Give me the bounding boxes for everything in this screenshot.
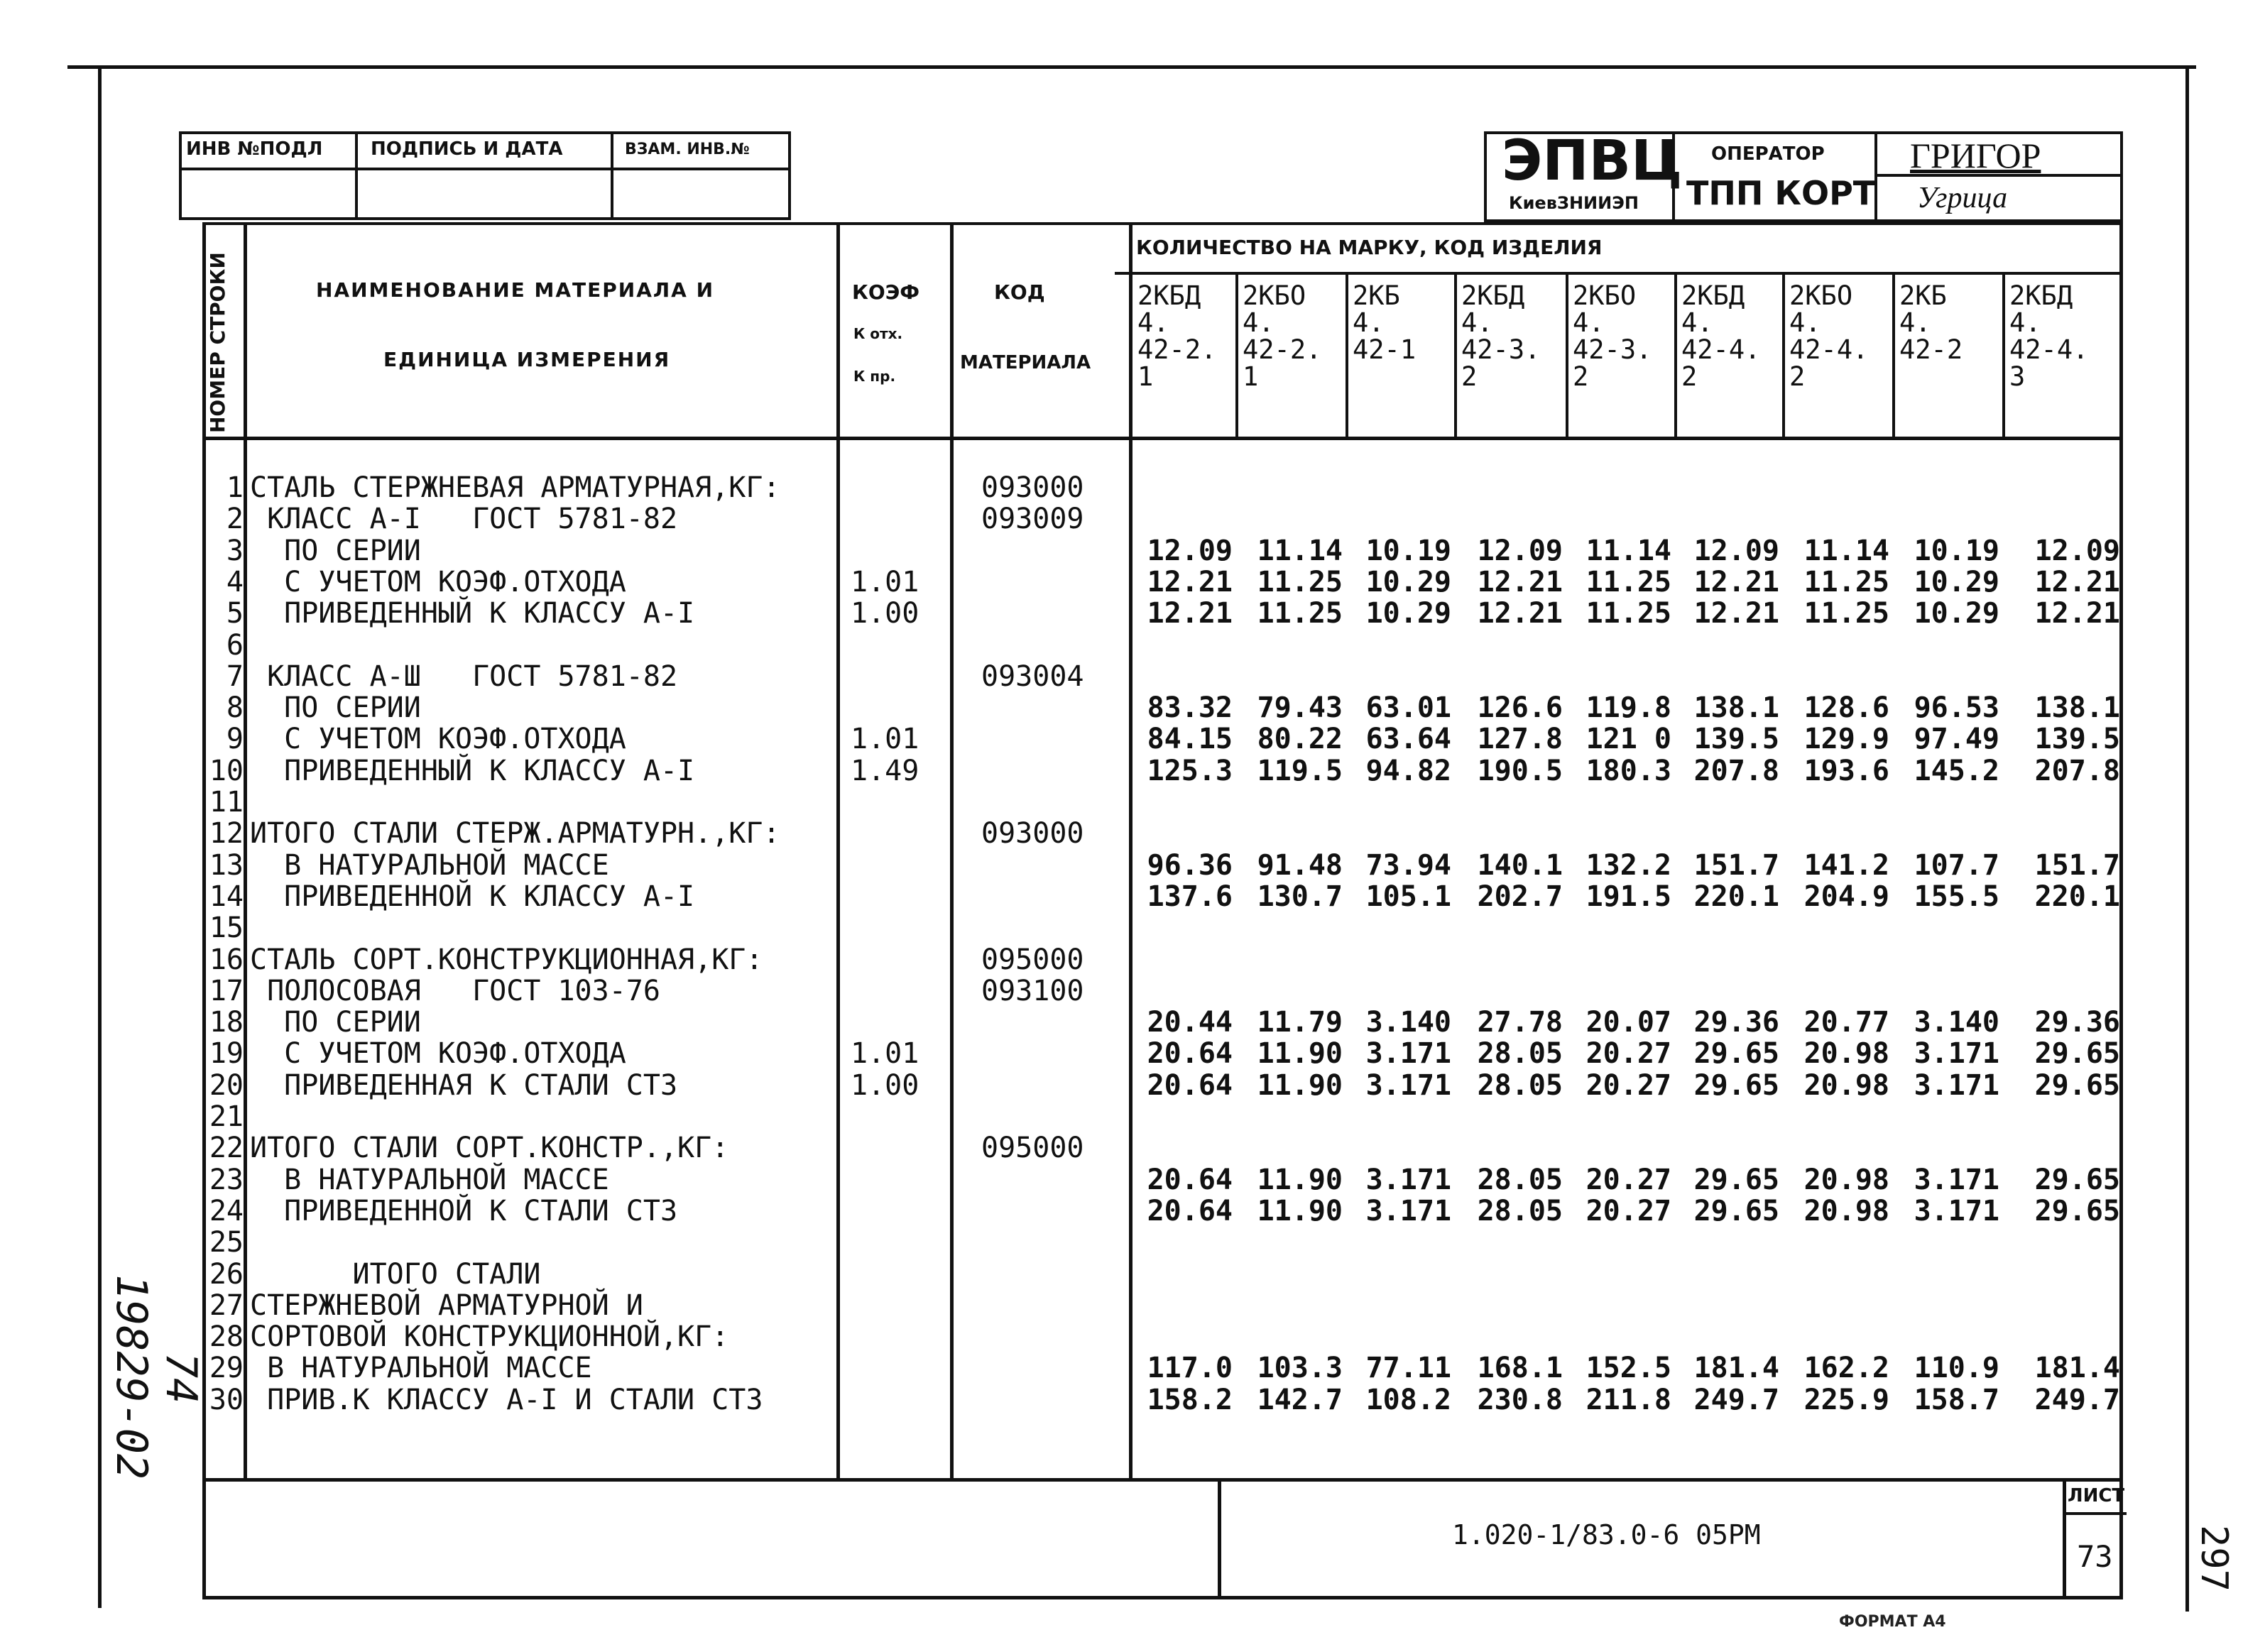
quantity-cell: 129.9: [1803, 723, 1889, 756]
quantity-cell: 190.5: [1477, 754, 1563, 787]
sheet-number: 73: [2077, 1539, 2113, 1574]
row-number: 24: [209, 1194, 244, 1227]
quantity-cell: 91.48: [1257, 848, 1343, 882]
quantity-cell: 211.8: [1586, 1383, 1671, 1416]
quantity-cell: 103.3: [1257, 1352, 1343, 1385]
side-page: 74: [156, 1352, 206, 1404]
header-row-number: НОМЕР СТРОКИ: [206, 252, 229, 433]
product-code-l3: 42-3.: [1461, 334, 1541, 365]
material-name: КЛАСС А-I ГОСТ 5781-82: [250, 503, 678, 536]
quantity-cell: 20.64: [1147, 1037, 1233, 1071]
quantity-cell: 29.65: [1693, 1163, 1779, 1196]
koef-value: 1.49: [851, 754, 919, 787]
product-code-l1: 2КБД: [1681, 280, 1745, 311]
quantity-cell: 193.6: [1803, 754, 1889, 787]
material-code: 093009: [981, 503, 1084, 536]
material-name: ПРИВЕДЕННОЙ К СТАЛИ СТ3: [250, 1194, 678, 1227]
header-bottom-line: [202, 437, 2123, 440]
outer-frame-left: [98, 67, 102, 1608]
stamp-divider-v2: [611, 131, 613, 220]
quantity-cell: 11.25: [1586, 597, 1671, 630]
material-name: ПО СЕРИИ: [250, 691, 421, 725]
quantity-cell: 20.77: [1803, 1006, 1889, 1039]
sheet-box-h: [2063, 1512, 2127, 1515]
quantity-cell: 27.78: [1477, 1006, 1563, 1039]
product-code-l3: 42-4.: [1789, 334, 1869, 365]
quantity-cell: 191.5: [1586, 880, 1671, 913]
quantity-cell: 11.90: [1257, 1163, 1343, 1196]
material-name: С УЧЕТОМ КОЭФ.ОТХОДА: [250, 723, 626, 756]
quantity-cell: 142.7: [1257, 1383, 1343, 1416]
quantity-cell: 80.22: [1257, 723, 1343, 756]
quantity-cell: 20.98: [1803, 1163, 1889, 1196]
material-code: 093100: [981, 974, 1084, 1007]
quantity-cell: 12.21: [2034, 597, 2120, 630]
quantity-cell: 204.9: [1803, 880, 1889, 913]
material-name: ИТОГО СТАЛИ: [250, 1257, 541, 1291]
row-number: 10: [209, 754, 244, 787]
material-name: В НАТУРАЛЬНОЙ МАССЕ: [250, 848, 609, 882]
quantity-cell: 11.90: [1257, 1194, 1343, 1227]
row-number: 19: [209, 1037, 244, 1071]
quantity-cell: 11.25: [1586, 565, 1671, 598]
product-code-l3: 42-4.: [1681, 334, 1761, 365]
quantity-cell: 152.5: [1586, 1352, 1671, 1385]
quantity-cell: 29.65: [1693, 1068, 1779, 1102]
product-code-l3: 42-3.: [1573, 334, 1652, 365]
material-name: ИТОГО СТАЛИ СТЕРЖ.АРМАТУРН.,КГ:: [250, 817, 780, 850]
quantity-cell: 11.25: [1803, 597, 1889, 630]
quantity-cell: 132.2: [1586, 848, 1671, 882]
quantity-cell: 20.27: [1586, 1037, 1671, 1071]
row-number: 17: [209, 974, 244, 1007]
quantity-cell: 11.90: [1257, 1037, 1343, 1071]
product-code-l2: 4.: [2009, 307, 2041, 338]
material-name: КЛАСС А-Ш ГОСТ 5781-82: [250, 660, 678, 693]
quantity-cell: 110.9: [1914, 1352, 1999, 1385]
quantity-cell: 125.3: [1147, 754, 1233, 787]
qty-col-divider: [1674, 273, 1677, 438]
quantity-cell: 29.65: [2034, 1163, 2120, 1196]
quantity-cell: 3.171: [1365, 1194, 1451, 1227]
header-code-line2: МАТЕРИАЛА: [960, 352, 1091, 373]
quantity-cell: 29.65: [2034, 1037, 2120, 1071]
quantity-cell: 20.98: [1803, 1037, 1889, 1071]
quantity-cell: 119.5: [1257, 754, 1343, 787]
quantity-cell: 230.8: [1477, 1383, 1563, 1416]
material-name: СТАЛЬ СОРТ.КОНСТРУКЦИОННАЯ,КГ:: [250, 943, 763, 976]
quantity-cell: 162.2: [1803, 1352, 1889, 1385]
quantity-cell: 128.6: [1803, 691, 1889, 725]
product-code-l1: 2КБО: [1789, 280, 1853, 311]
header-koef-line3: К пр.: [853, 368, 896, 385]
quantity-cell: 3.171: [1365, 1068, 1451, 1102]
quantity-cell: 96.53: [1914, 691, 1999, 725]
quantity-cell: 138.1: [1693, 691, 1779, 725]
row-number: 6: [226, 628, 244, 662]
quantity-cell: 96.36: [1147, 848, 1233, 882]
quantity-cell: 11.25: [1803, 565, 1889, 598]
operator-name: ГРИГОР: [1910, 136, 2041, 175]
quantity-cell: 158.7: [1914, 1383, 1999, 1416]
qty-col-divider: [1346, 273, 1348, 438]
product-code-l1: 2КБД: [1461, 280, 1525, 311]
quantity-cell: 3.171: [1914, 1037, 1999, 1071]
quantity-cell: 3.171: [1914, 1163, 1999, 1196]
quantity-cell: 20.27: [1586, 1163, 1671, 1196]
product-code-l1: 2КБО: [1243, 280, 1306, 311]
material-name: ПО СЕРИИ: [250, 534, 421, 567]
header-koef-line2: К отх.: [853, 325, 903, 342]
footer-divider-v: [1218, 1478, 1221, 1599]
material-code: 095000: [981, 943, 1084, 976]
quantity-cell: 11.90: [1257, 1068, 1343, 1102]
quantity-cell: 3.171: [1914, 1194, 1999, 1227]
material-name: ПРИВЕДЕННЫЙ К КЛАССУ А-I: [250, 597, 695, 630]
material-name: ПРИВЕДЕННЫЙ К КЛАССУ А-I: [250, 754, 695, 787]
row-number: 29: [209, 1352, 244, 1385]
quantity-cell: 168.1: [1477, 1352, 1563, 1385]
qty-col-divider: [1235, 273, 1238, 438]
product-code-l4: 1: [1243, 361, 1259, 392]
quantity-cell: 12.09: [1147, 534, 1233, 567]
quantity-cell: 73.94: [1365, 848, 1451, 882]
quantity-cell: 151.7: [2034, 848, 2120, 882]
quantity-cell: 180.3: [1586, 754, 1671, 787]
footer-top-line: [202, 1478, 2123, 1482]
koef-value: 1.00: [851, 597, 919, 630]
qty-col-divider: [1892, 273, 1895, 438]
material-name: С УЧЕТОМ КОЭФ.ОТХОДА: [250, 565, 626, 598]
product-code-l4: 2: [1573, 361, 1589, 392]
row-number: 4: [226, 565, 244, 598]
koef-value: 1.01: [851, 565, 919, 598]
material-name: В НАТУРАЛЬНОЙ МАССЕ: [250, 1163, 609, 1196]
quantity-cell: 139.5: [2034, 723, 2120, 756]
col-line-name: [836, 222, 840, 1481]
outer-frame-right: [2185, 67, 2189, 1612]
quantity-cell: 29.36: [1693, 1006, 1779, 1039]
material-name: В НАТУРАЛЬНОЙ МАССЕ: [250, 1352, 592, 1385]
quantity-cell: 94.82: [1365, 754, 1451, 787]
col-line-koef: [950, 222, 954, 1481]
koef-value: 1.01: [851, 723, 919, 756]
material-name: СТАЛЬ СТЕРЖНЕВАЯ АРМАТУРНАЯ,КГ:: [250, 471, 780, 504]
material-name: СОРТОВОЙ КОНСТРУКЦИОННОЙ,КГ:: [250, 1320, 729, 1354]
product-code-l1: 2КБО: [1573, 280, 1637, 311]
product-code-l2: 4.: [1461, 307, 1493, 338]
quantity-cell: 3.171: [1365, 1163, 1451, 1196]
stamp-divider-h: [179, 168, 791, 170]
row-number: 7: [226, 660, 244, 693]
quantity-cell: 207.8: [1693, 754, 1779, 787]
quantity-cell: 29.65: [1693, 1037, 1779, 1071]
material-code: 093000: [981, 471, 1084, 504]
product-code-l2: 4.: [1573, 307, 1605, 338]
product-code-l2: 4.: [1789, 307, 1821, 338]
row-number: 5: [226, 597, 244, 630]
right-edge-number: 297: [2193, 1525, 2235, 1592]
col-line-rownum: [244, 222, 247, 1481]
quantity-cell: 145.2: [1914, 754, 1999, 787]
quantity-cell: 20.27: [1586, 1194, 1671, 1227]
stamp-vzam-inv: ВЗАМ. ИНВ.№: [625, 141, 750, 158]
quantity-cell: 20.64: [1147, 1194, 1233, 1227]
stamp-inv-podl: ИНВ №ПОДЛ: [186, 138, 323, 160]
product-code-l3: 42-1: [1353, 334, 1417, 365]
header-code-line1: КОД: [994, 280, 1045, 304]
product-code-l1: 2КБД: [2009, 280, 2073, 311]
header-material-line1: НАИМЕНОВАНИЕ МАТЕРИАЛА И: [316, 278, 715, 302]
quantity-cell: 28.05: [1477, 1037, 1563, 1071]
quantity-cell: 11.79: [1257, 1006, 1343, 1039]
quantity-cell: 3.140: [1914, 1006, 1999, 1039]
product-code-l3: 42-4.: [2009, 334, 2089, 365]
row-number: 20: [209, 1068, 244, 1102]
quantity-cell: 20.64: [1147, 1163, 1233, 1196]
row-number: 3: [226, 534, 244, 567]
outer-frame-top: [67, 65, 2196, 69]
doc-code: 1.020-1/83.0-6 05РМ: [1452, 1519, 1761, 1550]
stamp-divider-v1: [355, 131, 358, 220]
side-number: 19829-02: [107, 1274, 156, 1479]
quantity-cell: 84.15: [1147, 723, 1233, 756]
row-number: 15: [209, 912, 244, 945]
row-number: 12: [209, 817, 244, 850]
product-code-l1: 2КБ: [1353, 280, 1400, 311]
product-code-l3: 42-2: [1899, 334, 1963, 365]
quantity-cell: 117.0: [1147, 1352, 1233, 1385]
header-material-line2: ЕДИНИЦА ИЗМЕРЕНИЯ: [383, 348, 671, 371]
quantity-cell: 63.01: [1365, 691, 1451, 725]
material-name: ПО СЕРИИ: [250, 1006, 421, 1039]
header-koef-line1: КОЭФ: [852, 280, 920, 304]
row-number: 25: [209, 1226, 244, 1259]
material-code: 095000: [981, 1132, 1084, 1165]
quantity-cell: 20.64: [1147, 1068, 1233, 1102]
quantity-cell: 12.21: [2034, 565, 2120, 598]
product-code-l2: 4.: [1353, 307, 1385, 338]
qty-col-divider: [1782, 273, 1785, 438]
quantity-cell: 139.5: [1693, 723, 1779, 756]
quantity-cell: 20.98: [1803, 1194, 1889, 1227]
product-code-l4: 3: [2009, 361, 2026, 392]
quantity-cell: 10.19: [1914, 534, 1999, 567]
quantity-cell: 12.21: [1693, 597, 1779, 630]
row-number: 23: [209, 1163, 244, 1196]
quantity-cell: 29.65: [1693, 1194, 1779, 1227]
quantity-cell: 97.49: [1914, 723, 1999, 756]
quantity-cell: 77.11: [1365, 1352, 1451, 1385]
quantity-cell: 12.09: [1693, 534, 1779, 567]
row-number: 1: [226, 471, 244, 504]
quantity-cell: 10.29: [1365, 565, 1451, 598]
row-number: 26: [209, 1257, 244, 1291]
quantity-cell: 155.5: [1914, 880, 1999, 913]
quantity-cell: 29.65: [2034, 1194, 2120, 1227]
org-sub: КиевЗНИИЭП: [1509, 193, 1639, 213]
product-code-l4: 2: [1461, 361, 1478, 392]
format-label: ФОРМАТ А4: [1839, 1613, 1946, 1631]
quantity-cell: 249.7: [1693, 1383, 1779, 1416]
material-code: 093000: [981, 817, 1084, 850]
quantity-cell: 12.09: [1477, 534, 1563, 567]
sheet-label: ЛИСТ: [2068, 1485, 2125, 1506]
quantity-cell: 3.171: [1365, 1037, 1451, 1071]
quantity-cell: 63.64: [1365, 723, 1451, 756]
koef-value: 1.01: [851, 1037, 919, 1071]
org-name: ЭПВЦ: [1502, 129, 1683, 193]
quantity-cell: 10.29: [1365, 597, 1451, 630]
quantity-cell: 121 0: [1586, 723, 1671, 756]
quantity-cell: 10.19: [1365, 534, 1451, 567]
header-qty: КОЛИЧЕСТВО НА МАРКУ, КОД ИЗДЕЛИЯ: [1136, 236, 1603, 259]
row-number: 22: [209, 1132, 244, 1165]
quantity-cell: 29.65: [2034, 1068, 2120, 1102]
quantity-cell: 28.05: [1477, 1163, 1563, 1196]
material-name: ИТОГО СТАЛИ СОРТ.КОНСТР.,КГ:: [250, 1132, 729, 1165]
quantity-cell: 11.14: [1257, 534, 1343, 567]
row-number: 14: [209, 880, 244, 913]
product-code-l2: 4.: [1137, 307, 1169, 338]
stamp-podpis-data: ПОДПИСЬ И ДАТА: [371, 138, 563, 160]
quantity-cell: 83.32: [1147, 691, 1233, 725]
quantity-cell: 20.44: [1147, 1006, 1233, 1039]
quantity-cell: 10.29: [1914, 597, 1999, 630]
row-number: 16: [209, 943, 244, 976]
quantity-cell: 29.36: [2034, 1006, 2120, 1039]
product-code-l1: 2КБД: [1137, 280, 1201, 311]
quantity-cell: 130.7: [1257, 880, 1343, 913]
quantity-cell: 12.21: [1477, 597, 1563, 630]
row-number: 27: [209, 1289, 244, 1322]
quantity-cell: 127.8: [1477, 723, 1563, 756]
row-number: 11: [209, 786, 244, 819]
quantity-cell: 20.98: [1803, 1068, 1889, 1102]
qty-header-line: [1115, 272, 2123, 275]
koef-value: 1.00: [851, 1068, 919, 1102]
product-code-l4: 1: [1137, 361, 1154, 392]
quantity-cell: 137.6: [1147, 880, 1233, 913]
material-name: ПРИВ.К КЛАССУ А-I И СТАЛИ СТ3: [250, 1383, 763, 1416]
row-number: 30: [209, 1383, 244, 1416]
quantity-cell: 79.43: [1257, 691, 1343, 725]
material-name: ПОЛОСОВАЯ ГОСТ 103-76: [250, 974, 660, 1007]
quantity-cell: 105.1: [1365, 880, 1451, 913]
quantity-cell: 119.8: [1586, 691, 1671, 725]
material-name: С УЧЕТОМ КОЭФ.ОТХОДА: [250, 1037, 626, 1071]
quantity-cell: 12.21: [1477, 565, 1563, 598]
qty-col-divider: [1454, 273, 1457, 438]
quantity-cell: 20.27: [1586, 1068, 1671, 1102]
quantity-cell: 220.1: [2034, 880, 2120, 913]
operator-signature: Угрица: [1917, 182, 2008, 214]
quantity-cell: 12.09: [2034, 534, 2120, 567]
quantity-cell: 11.25: [1257, 597, 1343, 630]
quantity-cell: 3.171: [1914, 1068, 1999, 1102]
quantity-cell: 20.07: [1586, 1006, 1671, 1039]
quantity-cell: 12.21: [1693, 565, 1779, 598]
row-number: 21: [209, 1100, 244, 1133]
product-code-l3: 42-2.: [1243, 334, 1322, 365]
product-code-l2: 4.: [1243, 307, 1275, 338]
quantity-cell: 3.140: [1365, 1006, 1451, 1039]
quantity-cell: 12.21: [1147, 565, 1233, 598]
row-number: 2: [226, 503, 244, 536]
quantity-cell: 28.05: [1477, 1194, 1563, 1227]
row-number: 28: [209, 1320, 244, 1354]
product-code-l2: 4.: [1681, 307, 1713, 338]
quantity-cell: 158.2: [1147, 1383, 1233, 1416]
row-number: 13: [209, 848, 244, 882]
product-code-l1: 2КБ: [1899, 280, 1947, 311]
quantity-cell: 107.7: [1914, 848, 1999, 882]
quantity-cell: 10.29: [1914, 565, 1999, 598]
product-code-l2: 4.: [1899, 307, 1931, 338]
qty-col-divider: [2002, 273, 2005, 438]
operator-value: ТПП КОРТ: [1686, 174, 1876, 212]
quantity-cell: 181.4: [1693, 1352, 1779, 1385]
quantity-cell: 11.14: [1586, 534, 1671, 567]
operator-label: ОПЕРАТОР: [1711, 143, 1825, 165]
quantity-cell: 220.1: [1693, 880, 1779, 913]
product-code-l3: 42-2.: [1137, 334, 1217, 365]
quantity-cell: 249.7: [2034, 1383, 2120, 1416]
row-number: 8: [226, 691, 244, 725]
quantity-cell: 141.2: [1803, 848, 1889, 882]
row-number: 9: [226, 723, 244, 756]
sheet-box-left: [2063, 1478, 2066, 1599]
quantity-cell: 11.14: [1803, 534, 1889, 567]
material-name: ПРИВЕДЕННАЯ К СТАЛИ СТ3: [250, 1068, 678, 1102]
quantity-cell: 151.7: [1693, 848, 1779, 882]
quantity-cell: 108.2: [1365, 1383, 1451, 1416]
quantity-cell: 202.7: [1477, 880, 1563, 913]
quantity-cell: 11.25: [1257, 565, 1343, 598]
quantity-cell: 140.1: [1477, 848, 1563, 882]
quantity-cell: 28.05: [1477, 1068, 1563, 1102]
product-code-l4: 2: [1681, 361, 1698, 392]
qty-col-divider: [1566, 273, 1568, 438]
material-code: 093004: [981, 660, 1084, 693]
quantity-cell: 138.1: [2034, 691, 2120, 725]
material-name: СТЕРЖНЕВОЙ АРМАТУРНОЙ И: [250, 1289, 643, 1322]
quantity-cell: 12.21: [1147, 597, 1233, 630]
row-number: 18: [209, 1006, 244, 1039]
quantity-cell: 181.4: [2034, 1352, 2120, 1385]
quantity-cell: 126.6: [1477, 691, 1563, 725]
quantity-cell: 225.9: [1803, 1383, 1889, 1416]
material-name: ПРИВЕДЕННОЙ К КЛАССУ А-I: [250, 880, 695, 913]
quantity-cell: 207.8: [2034, 754, 2120, 787]
product-code-l4: 2: [1789, 361, 1806, 392]
